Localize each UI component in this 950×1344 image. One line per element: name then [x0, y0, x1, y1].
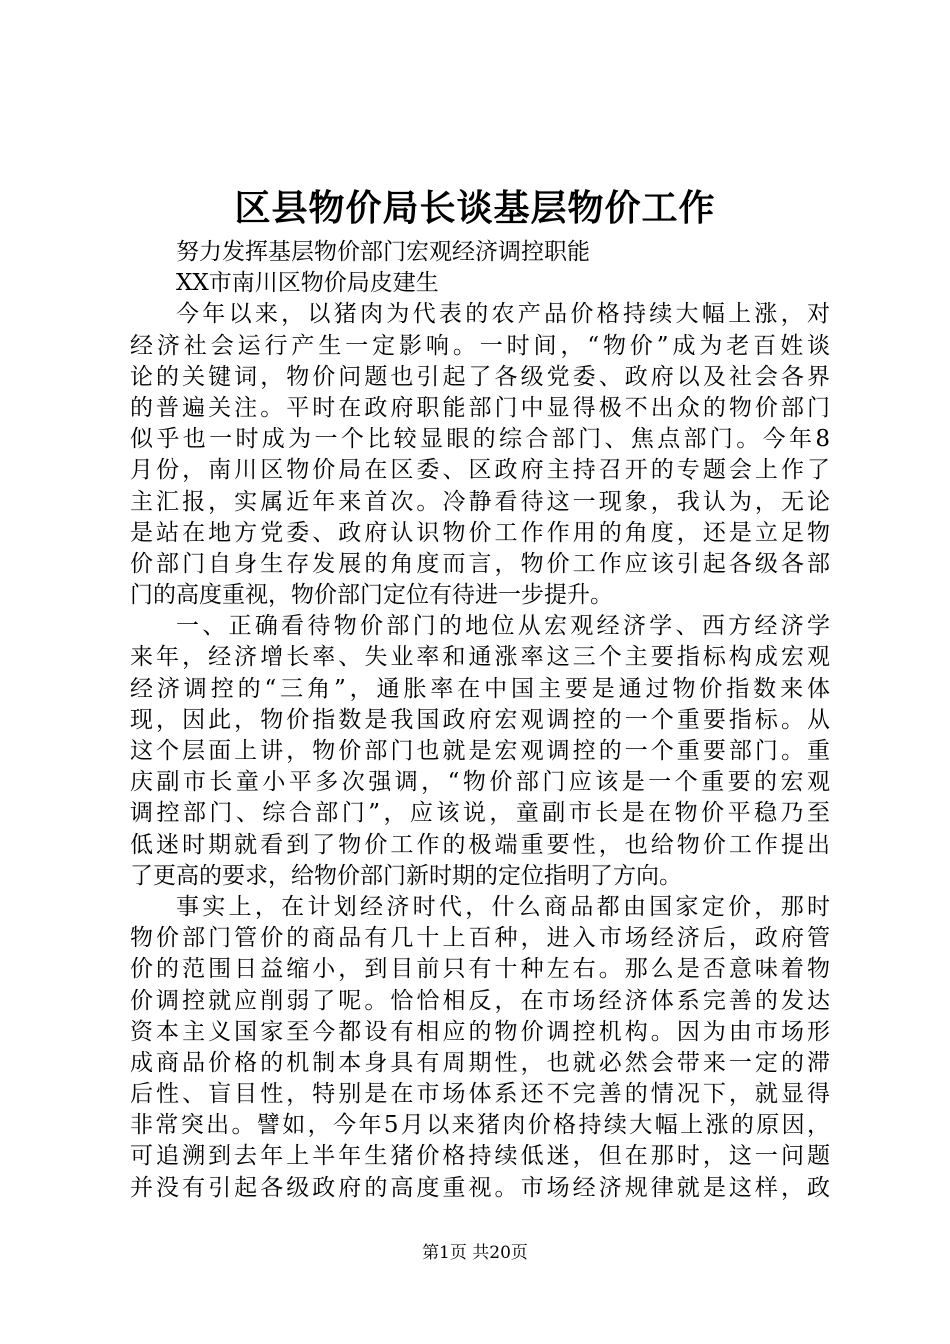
paragraph-line: 价调控就应削弱了呢。恰恰相反，在市场经济体系完善的发达: [130, 987, 830, 1014]
paragraph-line: 并没有引起各级政府的高度重视。市场经济规律就是这样，政: [130, 1174, 830, 1201]
paragraph-line: 庆副市长童小平多次强调，“物价部门应该是一个重要的宏观: [130, 769, 830, 796]
paragraph-line: 这个层面上讲，物价部门也就是宏观调控的一个重要部门。重: [130, 738, 830, 764]
paragraph-line: 成商品价格的机制本身具有周期性，也就必然会带来一定的滞: [130, 1049, 830, 1076]
paragraph-line: 事实上，在计划经济时代，什么商品都由国家定价，那时: [176, 893, 830, 920]
paragraph-line: 是站在地方党委、政府认识物价工作作用的角度，还是立足物: [130, 519, 830, 546]
document-body: [130, 237, 830, 1204]
paragraph-line: 价的范围日益缩小，到目前只有十种左右。那么是否意味着物: [130, 956, 830, 983]
page-number: 第1页 共20页: [422, 1243, 528, 1263]
paragraph-line: 经济社会运行产生一定影响。一时间，“物价”成为老百姓谈: [130, 332, 830, 359]
paragraph-line: 资本主义国家至今都设有相应的物价调控机构。因为由市场形: [130, 1018, 830, 1045]
paragraph-line: 主汇报，实属近年来首次。冷静看待这一现象，我认为，无论: [130, 488, 830, 515]
paragraph-line: 月份，南川区物价局在区委、区政府主持召开的专题会上作了: [130, 457, 830, 484]
paragraph-line: 非常突出。譬如，今年5月以来猪肉价格持续大幅上涨的原因，: [130, 1112, 830, 1139]
paragraph-line: 经济调控的“三角”，通胀率在中国主要是通过物价指数来体: [130, 675, 830, 702]
paragraph-line: 今年以来，以猪肉为代表的农产品价格持续大幅上涨，对: [176, 301, 830, 328]
paragraph-line: 可追溯到去年上半年生猪价格持续低迷，但在那时，这一问题: [130, 1143, 830, 1170]
paragraph-line: 调控部门、综合部门”，应该说，童副市长是在物价平稳乃至: [130, 800, 830, 827]
paragraph-line: 似乎也一时成为一个比较显眼的综合部门、焦点部门。今年8: [130, 426, 830, 453]
paragraph-line: 物价部门管价的商品有几十上百种，进入市场经济后，政府管: [130, 925, 830, 952]
paragraph-line: 现，因此，物价指数是我国政府宏观调控的一个重要指标。从: [130, 706, 830, 733]
paragraph-line: 低迷时期就看到了物价工作的极端重要性，也给物价工作提出: [130, 831, 830, 858]
paragraph-line: 论的关键词，物价问题也引起了各级党委、政府以及社会各界: [130, 363, 830, 390]
document-title: 区县物价局长谈基层物价工作: [234, 187, 716, 229]
document-subtitle: 努力发挥基层物价部门宏观经济调控职能: [176, 239, 590, 265]
document-author: XX市南川区物价局皮建生: [176, 270, 439, 297]
paragraph-line: 一、正确看待物价部门的地位从宏观经济学、西方经济学: [176, 613, 830, 640]
paragraph-line: 来年，经济增长率、失业率和通涨率这三个主要指标构成宏观: [130, 644, 830, 671]
paragraph-line: 门的高度重视，物价部门定位有待进一步提升。: [130, 582, 613, 609]
paragraph-line: 了更高的要求，给物价部门新时期的定位指明了方向。: [130, 862, 682, 889]
paragraph-line: 后性、盲目性，特别是在市场体系还不完善的情况下，就显得: [130, 1081, 830, 1108]
paragraph-line: 的普遍关注。平时在政府职能部门中显得极不出众的物价部门: [130, 394, 830, 421]
paragraph-line: 价部门自身生存发展的角度而言，物价工作应该引起各级各部: [130, 550, 830, 577]
